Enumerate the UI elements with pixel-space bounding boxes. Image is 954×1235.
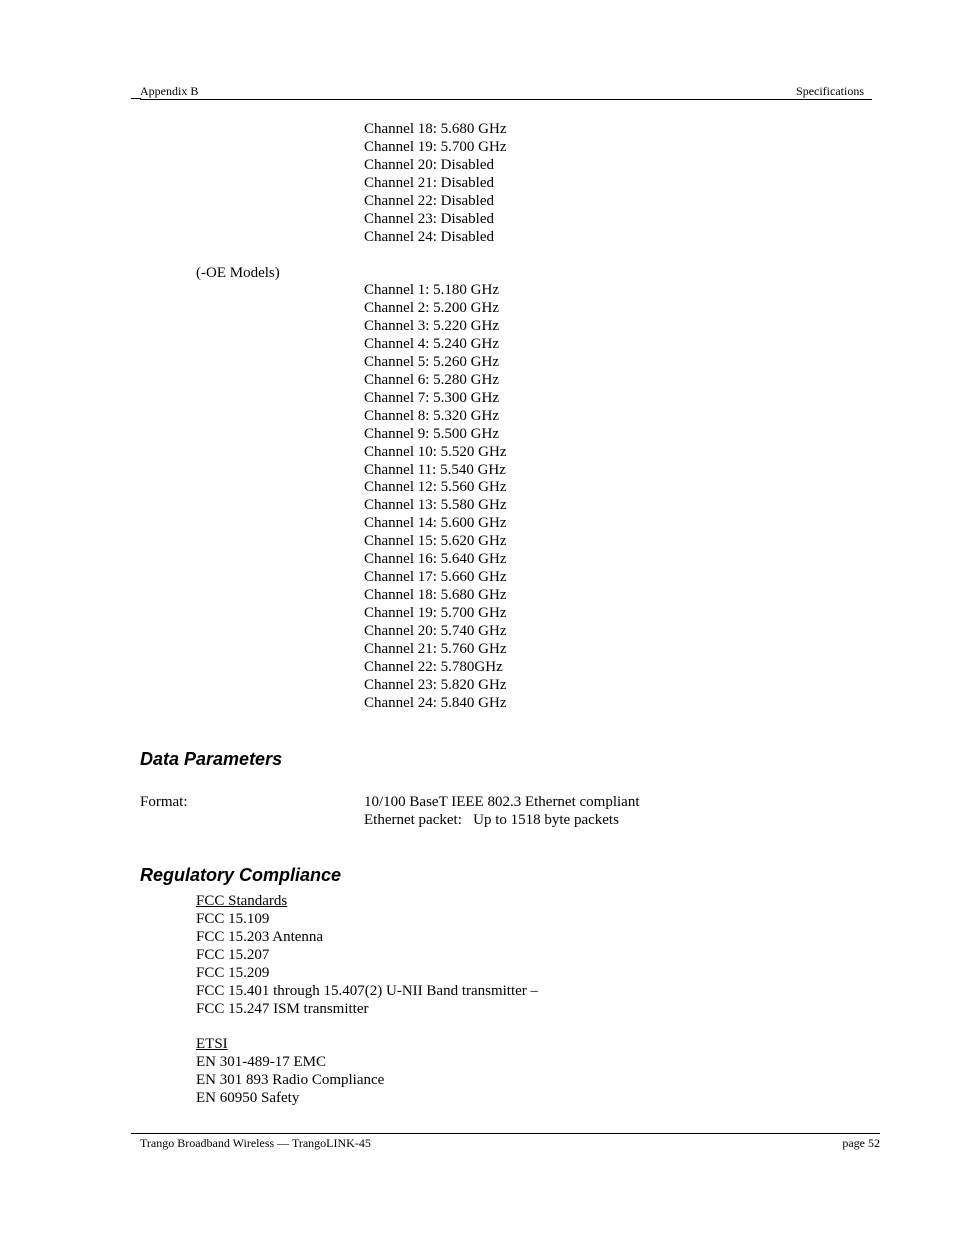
channel-item: Channel 10: 5.520 GHz: [364, 443, 507, 460]
etsi-standards-list: [196, 1035, 384, 1107]
fcc-standard-item: FCC 15.401 through 15.407(2) U-NII Band transmitter –: [196, 983, 539, 999]
fcc-standards-list: [196, 892, 538, 1018]
channel-list-oe-models: [364, 282, 506, 713]
channel-item: Channel 4: 5.240 GHz: [364, 335, 499, 352]
channel-item: Channel 22: 5.780GHz: [364, 659, 503, 676]
format-label: Format:: [140, 794, 188, 810]
channel-item: Channel 15: 5.620 GHz: [364, 533, 507, 550]
channel-item: Channel 24: Disabled: [364, 228, 494, 245]
header-rule: [131, 98, 141, 99]
fcc-standard-item: FCC 15.109: [196, 911, 270, 927]
channel-item: Channel 19: 5.700 GHz: [364, 605, 507, 622]
footer-product-label: Trango Broadband Wireless — TrangoLINK-45: [140, 1136, 371, 1150]
channel-item: Channel 22: Disabled: [364, 192, 494, 209]
etsi-standard-item: EN 60950 Safety: [196, 1090, 300, 1106]
channel-item: Channel 18: 5.680 GHz: [364, 587, 507, 604]
page-header: [140, 84, 872, 100]
fcc-standard-item: FCC 15.203 Antenna: [196, 929, 324, 945]
format-value-line1: 10/100 BaseT IEEE 802.3 Ethernet compliant: [364, 794, 640, 810]
channel-item: Channel 13: 5.580 GHz: [364, 497, 507, 514]
etsi-standard-item: EN 301 893 Radio Compliance: [196, 1072, 385, 1088]
channel-item: Channel 18: 5.680 GHz: [364, 121, 507, 137]
fcc-standard-item: FCC 15.207: [196, 947, 270, 963]
channel-item: Channel 16: 5.640 GHz: [364, 551, 507, 568]
etsi-heading: ETSI: [196, 1036, 228, 1052]
header-chapter-label: Specifications: [796, 84, 864, 98]
channel-item: Channel 20: 5.740 GHz: [364, 623, 507, 640]
page-number: page 52: [842, 1136, 880, 1150]
channel-list-continued: [364, 121, 506, 247]
channel-item: Channel 19: 5.700 GHz: [364, 138, 507, 155]
channel-item: Channel 23: 5.820 GHz: [364, 676, 507, 693]
channel-item: Channel 14: 5.600 GHz: [364, 515, 507, 532]
channel-item: Channel 5: 5.260 GHz: [364, 353, 499, 370]
channel-item: Channel 6: 5.280 GHz: [364, 371, 499, 388]
channel-item: Channel 7: 5.300 GHz: [364, 389, 499, 406]
channel-item: Channel 1: 5.180 GHz: [364, 282, 499, 298]
fcc-standards-heading: FCC Standards: [196, 893, 288, 909]
channel-item: Channel 3: 5.220 GHz: [364, 317, 499, 334]
channel-item: Channel 24: 5.840 GHz: [364, 694, 507, 711]
channel-item: Channel 9: 5.500 GHz: [364, 425, 499, 442]
page-footer: [131, 1133, 880, 1152]
channel-item: Channel 2: 5.200 GHz: [364, 299, 499, 316]
format-value-line2: Ethernet packet: Up to 1518 byte packets: [364, 812, 619, 828]
etsi-standard-item: EN 301-489-17 EMC: [196, 1054, 326, 1070]
channel-item: Channel 8: 5.320 GHz: [364, 407, 499, 424]
channel-item: Channel 21: Disabled: [364, 174, 494, 191]
channel-item: Channel 11: 5.540 GHz: [364, 461, 506, 478]
oe-models-label: (-OE Models): [196, 265, 280, 281]
channel-item: Channel 17: 5.660 GHz: [364, 569, 507, 586]
section-title-data-parameters: Data Parameters: [140, 749, 283, 769]
channel-item: Channel 20: Disabled: [364, 156, 494, 173]
header-section-label: Appendix B: [140, 84, 199, 98]
section-title-regulatory-compliance: Regulatory Compliance: [140, 865, 342, 885]
fcc-standard-item: FCC 15.247 ISM transmitter: [196, 1001, 369, 1017]
channel-item: Channel 21: 5.760 GHz: [364, 641, 507, 658]
channel-item: Channel 23: Disabled: [364, 210, 494, 227]
channel-item: Channel 12: 5.560 GHz: [364, 479, 507, 496]
fcc-standard-item: FCC 15.209: [196, 965, 270, 981]
